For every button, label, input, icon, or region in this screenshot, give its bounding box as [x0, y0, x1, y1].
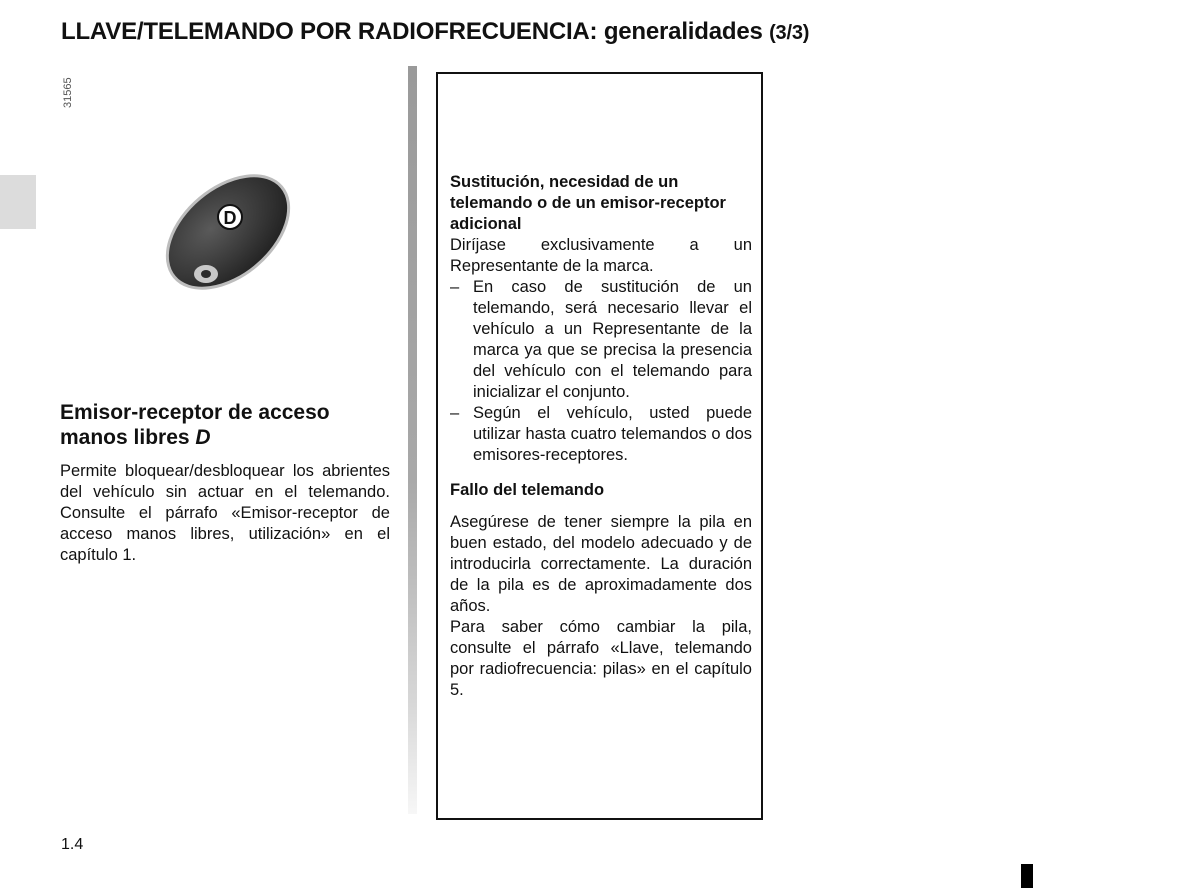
hands-free-section [60, 400, 390, 566]
list-item: – En caso de sustitución de un telemando, será necesario llevar el vehículo a un Representante de la marca ya que se precisa la presencia del vehículo con el telemando para inicializar el conjunto. [450, 278, 752, 401]
section-heading [60, 400, 390, 450]
bullet-dash: – [450, 404, 460, 422]
image-reference-code: 31565 [62, 77, 74, 108]
section-paragraph: Permite bloquear/desbloquear los abrientes del vehículo sin actuar en el telemando. Consulte el párrafo «Emisor-receptor de acceso manos libres, utilización» en el capítulo 1. [60, 462, 390, 564]
failure-title: Fallo del telemando [450, 481, 605, 499]
figure-label-d: D [223, 208, 237, 228]
bullet-dash: – [450, 278, 460, 296]
failure-paragraph-2: Para saber cómo cambiar la pila, consulte el párrafo «Llave, telemando por radiofrecuencia: pilas» en el capítulo 5. [450, 618, 752, 699]
section-heading-letter: D [195, 426, 211, 449]
remote-key-fob-icon [150, 160, 300, 300]
section-heading-text: Emisor-receptor de acceso manos libres [60, 401, 330, 449]
info-box [436, 72, 763, 820]
replacement-text: Diríjase exclusivamente a un Representante de la marca. [450, 236, 752, 275]
title-text: LLAVE/TELEMANDO POR RADIOFRECUENCIA: generalidades [61, 18, 763, 45]
column-divider-bar [408, 66, 417, 814]
list-item: – Según el vehículo, usted puede utilizar hasta cuatro telemandos o dos emisores-receptores. [450, 404, 752, 464]
replacement-title: Sustitución, necesidad de un telemando o de un emisor-receptor adicional [450, 173, 726, 233]
chapter-tab-marker [0, 175, 36, 229]
title-part-indicator: (3/3) [769, 22, 810, 44]
page-edge-mark [1021, 864, 1033, 888]
info-box-content [450, 172, 752, 701]
page-title [61, 18, 809, 46]
replacement-list [450, 277, 752, 466]
page-number: 1.4 [61, 836, 84, 853]
failure-paragraph-1: Asegúrese de tener siempre la pila en buen estado, del modelo adecuado y de introducirla correctamente. La duración de la pila es de aproximadamente dos años. [450, 513, 752, 615]
